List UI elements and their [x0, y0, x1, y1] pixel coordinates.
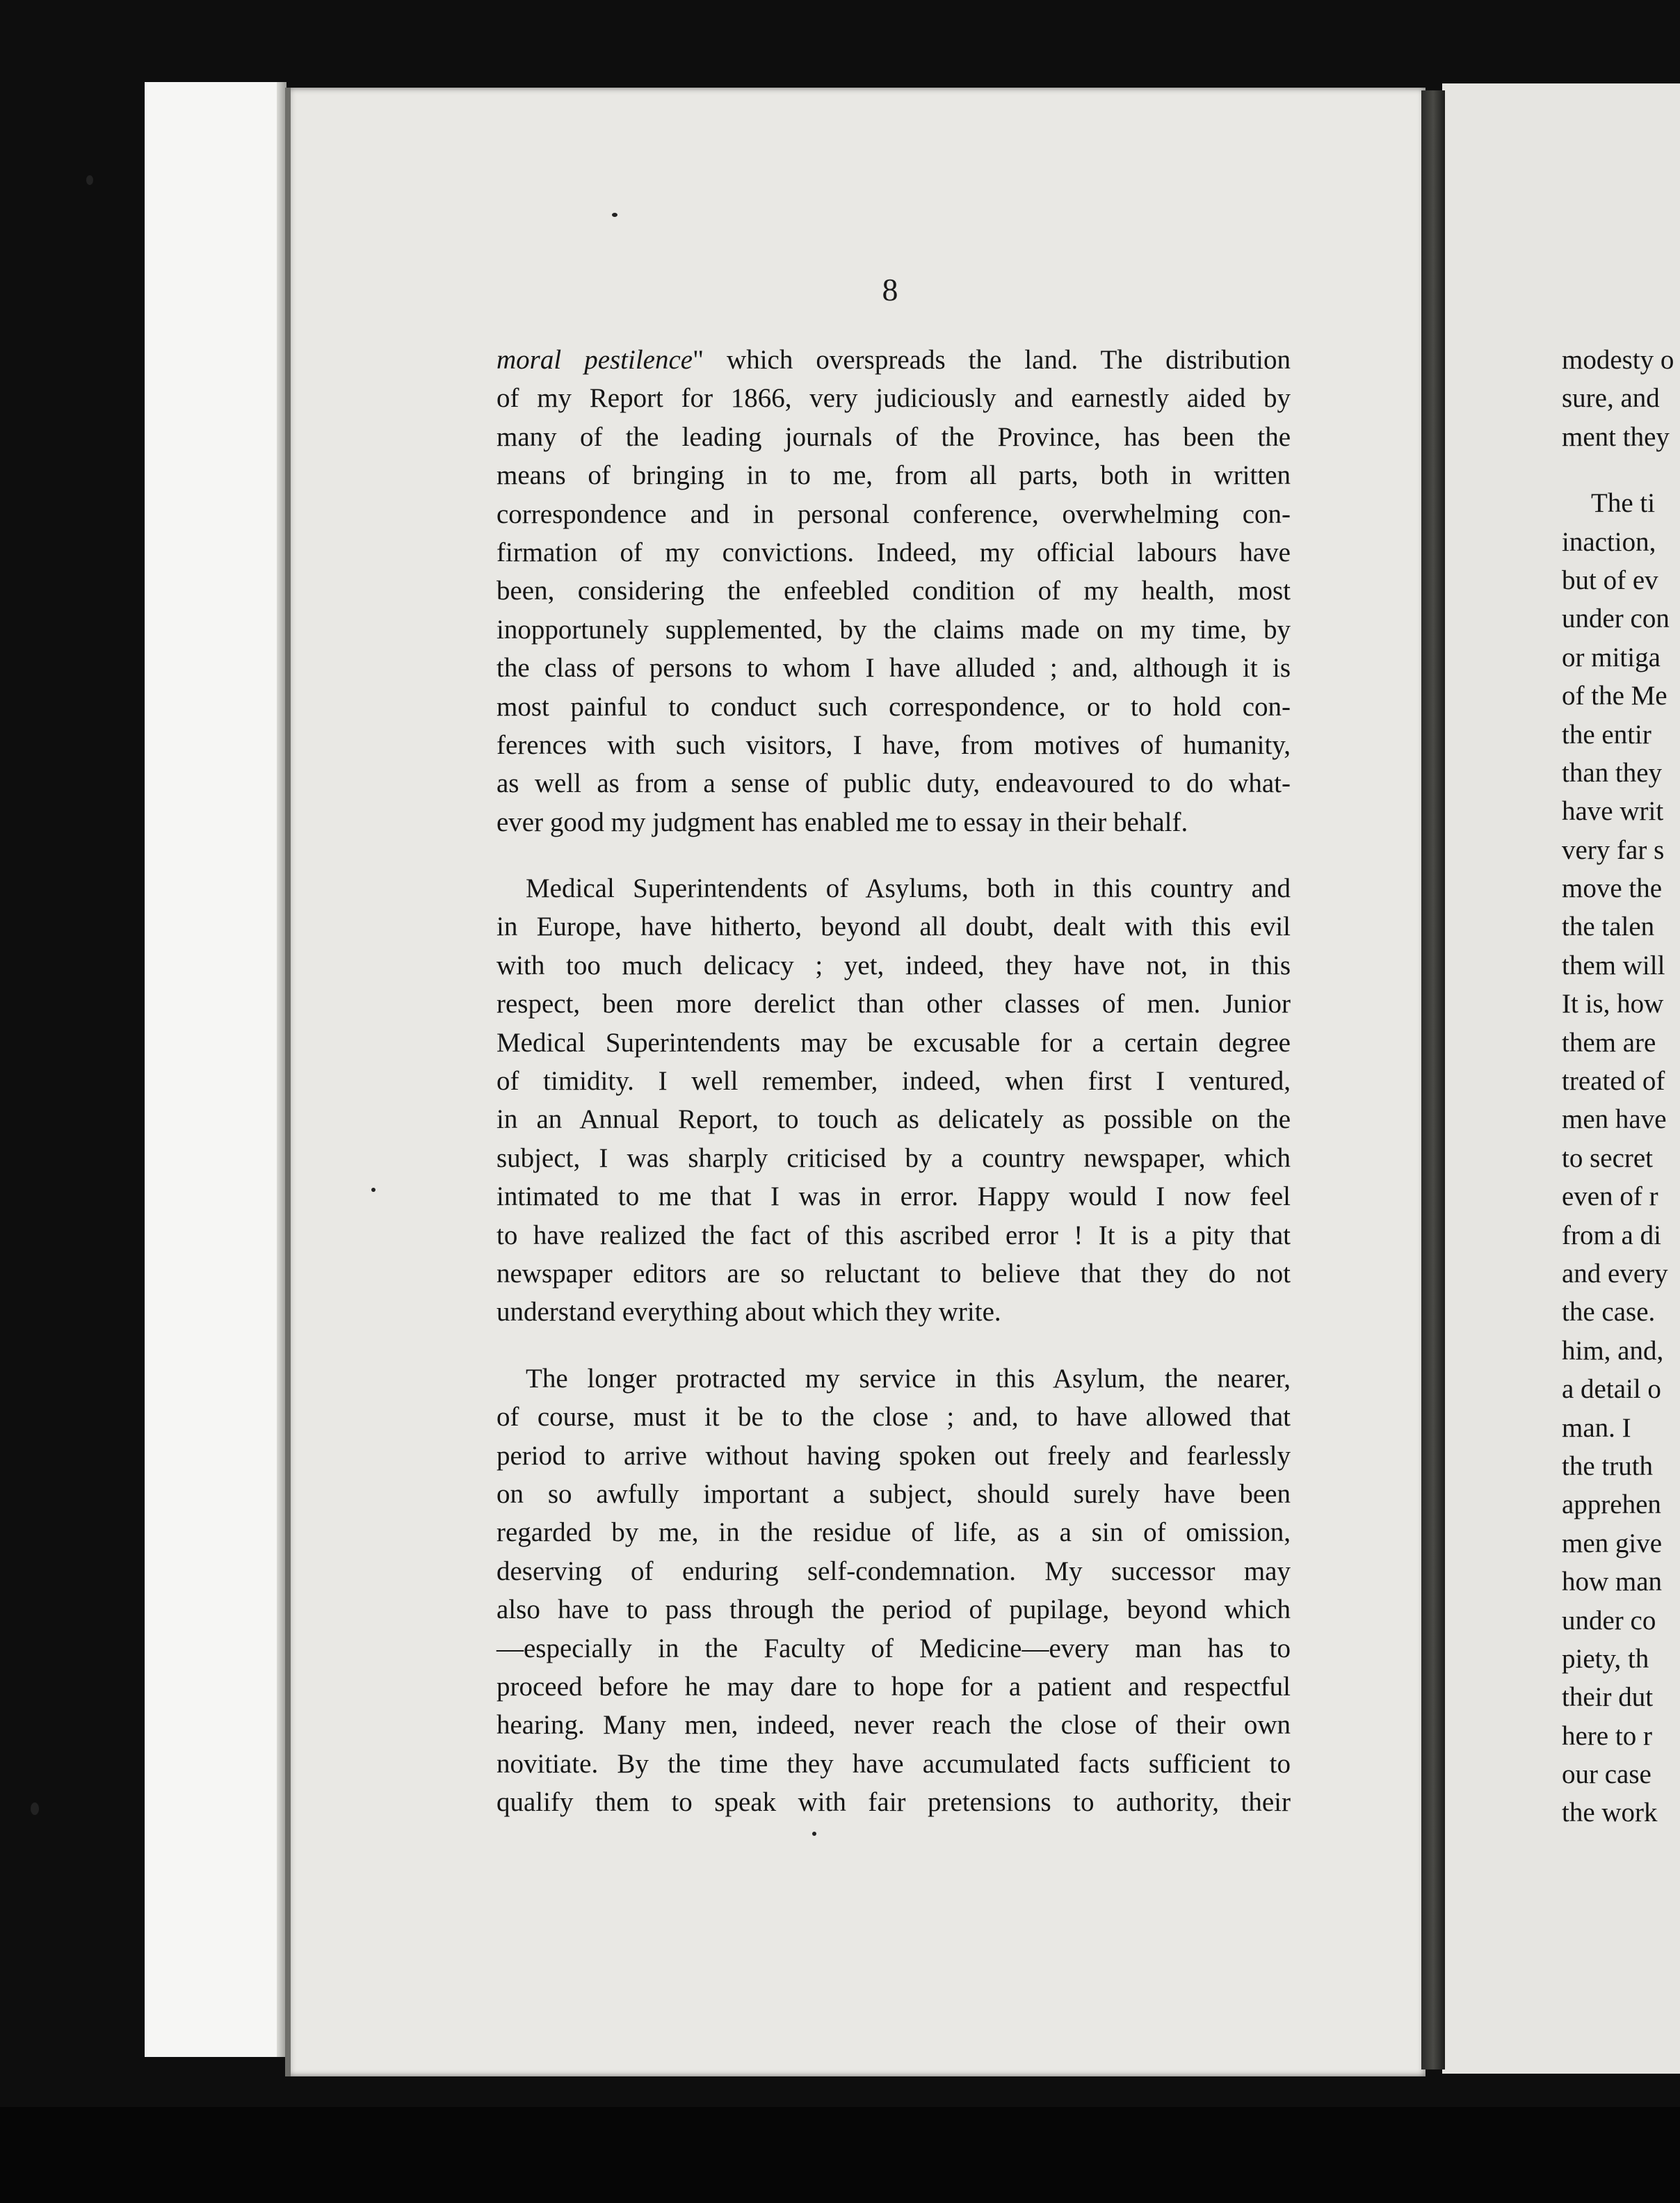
- text-line: in an Annual Report, to touch as delicately as possible on the: [496, 1104, 1291, 1135]
- text-line: The longer protracted my service in this Asylum, the nearer,: [526, 1363, 1291, 1394]
- text-line: correspondence and in personal conference, overwhelming con-: [496, 499, 1291, 529]
- text-line: a detail o: [1562, 1374, 1661, 1405]
- text-line: of my Report for 1866, very judiciously and earnestly aided by: [496, 383, 1291, 414]
- page-fore-edge: [145, 82, 284, 2057]
- text-line: the entir: [1562, 719, 1651, 750]
- text-line: novitiate. By the time they have accumulated facts sufficient to: [496, 1748, 1291, 1779]
- paragraph-gap: [496, 841, 1291, 869]
- text-line: very far s: [1562, 834, 1665, 865]
- scan-speck: [31, 1802, 39, 1815]
- text-line: been, considering the enfeebled condition of my health, most: [496, 576, 1291, 606]
- text-line: the case.: [1562, 1297, 1656, 1328]
- text-line: on so awfully important a subject, should surely have been: [496, 1478, 1291, 1509]
- text-line: means of bringing in to me, from all parts, both in written: [496, 460, 1291, 491]
- text-line: men have: [1562, 1104, 1667, 1135]
- text-line: have writ: [1562, 796, 1664, 827]
- text-line: [496, 341, 1291, 379]
- text-line: ferences with such visitors, I have, from motives of humanity,: [496, 729, 1291, 760]
- text-line: the talen: [1562, 912, 1655, 942]
- text-line: period to arrive without having spoken out freely and fearlessly: [496, 1440, 1291, 1471]
- book-spine: [1421, 90, 1445, 2069]
- text-line: and every: [1562, 1258, 1668, 1289]
- text-line: subject, I was sharply criticised by a country newspaper, which: [496, 1143, 1291, 1173]
- text-line: of course, must it be to the close ; and, to have allowed that: [496, 1402, 1291, 1433]
- text-line: under co: [1562, 1605, 1656, 1636]
- text-line: —especially in the Faculty of Medicine—every man has to: [496, 1633, 1291, 1663]
- text-line: The ti: [1591, 488, 1656, 519]
- text-line: the truth: [1562, 1451, 1654, 1481]
- text-line: respect, been more derelict than other classes of men. Junior: [496, 989, 1291, 1019]
- paragraph-gap: [1562, 456, 1680, 484]
- text-line-rest: " which overspreads the land. The distribution: [693, 345, 1291, 375]
- text-line: with too much delicacy ; yet, indeed, they have not, in this: [496, 950, 1291, 981]
- text-line: man. I: [1562, 1412, 1631, 1443]
- text-line: Medical Superintendents of Asylums, both in this country and: [526, 873, 1291, 904]
- scan-speck: [812, 1832, 816, 1836]
- scan-speck: [612, 213, 617, 217]
- scan-speck: [86, 175, 93, 185]
- text-line: even of r: [1562, 1181, 1658, 1212]
- text-line: how man: [1562, 1567, 1663, 1597]
- page-number: 8: [882, 272, 898, 307]
- text-line: sure, and: [1562, 383, 1660, 414]
- text-line: inaction,: [1562, 526, 1656, 557]
- text-line: treated of: [1562, 1066, 1665, 1097]
- text-line: piety, th: [1562, 1643, 1649, 1674]
- text-line: to have realized the fact of this ascribed error ! It is a pity that: [496, 1220, 1291, 1250]
- left-page-border: [285, 88, 291, 2076]
- text-line: It is, how: [1562, 989, 1664, 1019]
- text-line: proceed before he may dare to hope for a patient and respectful: [496, 1671, 1291, 1702]
- scan-speck: [371, 1188, 375, 1192]
- text-line: move the: [1562, 873, 1663, 904]
- left-page-text: [496, 341, 1291, 1821]
- text-line: them will: [1562, 950, 1665, 981]
- text-line: of the Me: [1562, 681, 1667, 711]
- text-line: from a di: [1562, 1220, 1661, 1250]
- text-line: qualify them to speak with fair pretensions to authority, their: [496, 1787, 1291, 1818]
- text-line: in Europe, have hitherto, beyond all doubt, dealt with this evil: [496, 912, 1291, 942]
- text-line: inopportunely supplemented, by the claims made on my time, by: [496, 614, 1291, 645]
- text-line: firmation of my convictions. Indeed, my official labours have: [496, 537, 1291, 567]
- text-line: as well as from a sense of public duty, endeavoured to do what-: [496, 768, 1291, 799]
- text-line: understand everything about which they write.: [496, 1297, 1001, 1328]
- text-line: deserving of enduring self-condemnation. My successor may: [496, 1556, 1291, 1586]
- text-line: of timidity. I well remember, indeed, when first I ventured,: [496, 1066, 1291, 1097]
- text-line: him, and,: [1562, 1335, 1664, 1366]
- italic-phrase: moral pestilence: [496, 345, 693, 375]
- text-line: ment they: [1562, 421, 1670, 452]
- text-line: Medical Superintendents may be excusable for a certain degree: [496, 1027, 1291, 1058]
- text-line: but of ev: [1562, 565, 1658, 595]
- text-line: their dut: [1562, 1682, 1654, 1713]
- text-line: ever good my judgment has enabled me to essay in their behalf.: [496, 807, 1188, 837]
- text-line: most painful to conduct such correspondence, or to hold con-: [496, 691, 1291, 722]
- text-line: here to r: [1562, 1720, 1652, 1751]
- text-line: the class of persons to whom I have alluded ; and, although it is: [496, 653, 1291, 684]
- text-line: to secret: [1562, 1143, 1654, 1173]
- text-line: also have to pass through the period of pupilage, beyond which: [496, 1595, 1291, 1625]
- text-line: our case: [1562, 1759, 1651, 1790]
- text-line: than they: [1562, 757, 1663, 788]
- text-line: or mitiga: [1562, 642, 1661, 672]
- text-line: the work: [1562, 1798, 1658, 1828]
- text-line: many of the leading journals of the Province, has been the: [496, 421, 1291, 452]
- scan-bottom-edge: [0, 2107, 1680, 2203]
- text-line: newspaper editors are so reluctant to believe that they do not: [496, 1258, 1291, 1289]
- text-line: regarded by me, in the residue of life, as a sin of omission,: [496, 1517, 1291, 1548]
- text-line: under con: [1562, 604, 1670, 634]
- text-line: hearing. Many men, indeed, never reach the close of their own: [496, 1710, 1291, 1741]
- paragraph-gap: [496, 1332, 1291, 1359]
- text-line: modesty o: [1562, 345, 1674, 375]
- right-page-text: [1562, 341, 1680, 1832]
- text-line: apprehen: [1562, 1490, 1661, 1520]
- text-line: intimated to me that I was in error. Happy would I now feel: [496, 1181, 1291, 1212]
- text-line: them are: [1562, 1027, 1656, 1058]
- text-line: men give: [1562, 1528, 1663, 1558]
